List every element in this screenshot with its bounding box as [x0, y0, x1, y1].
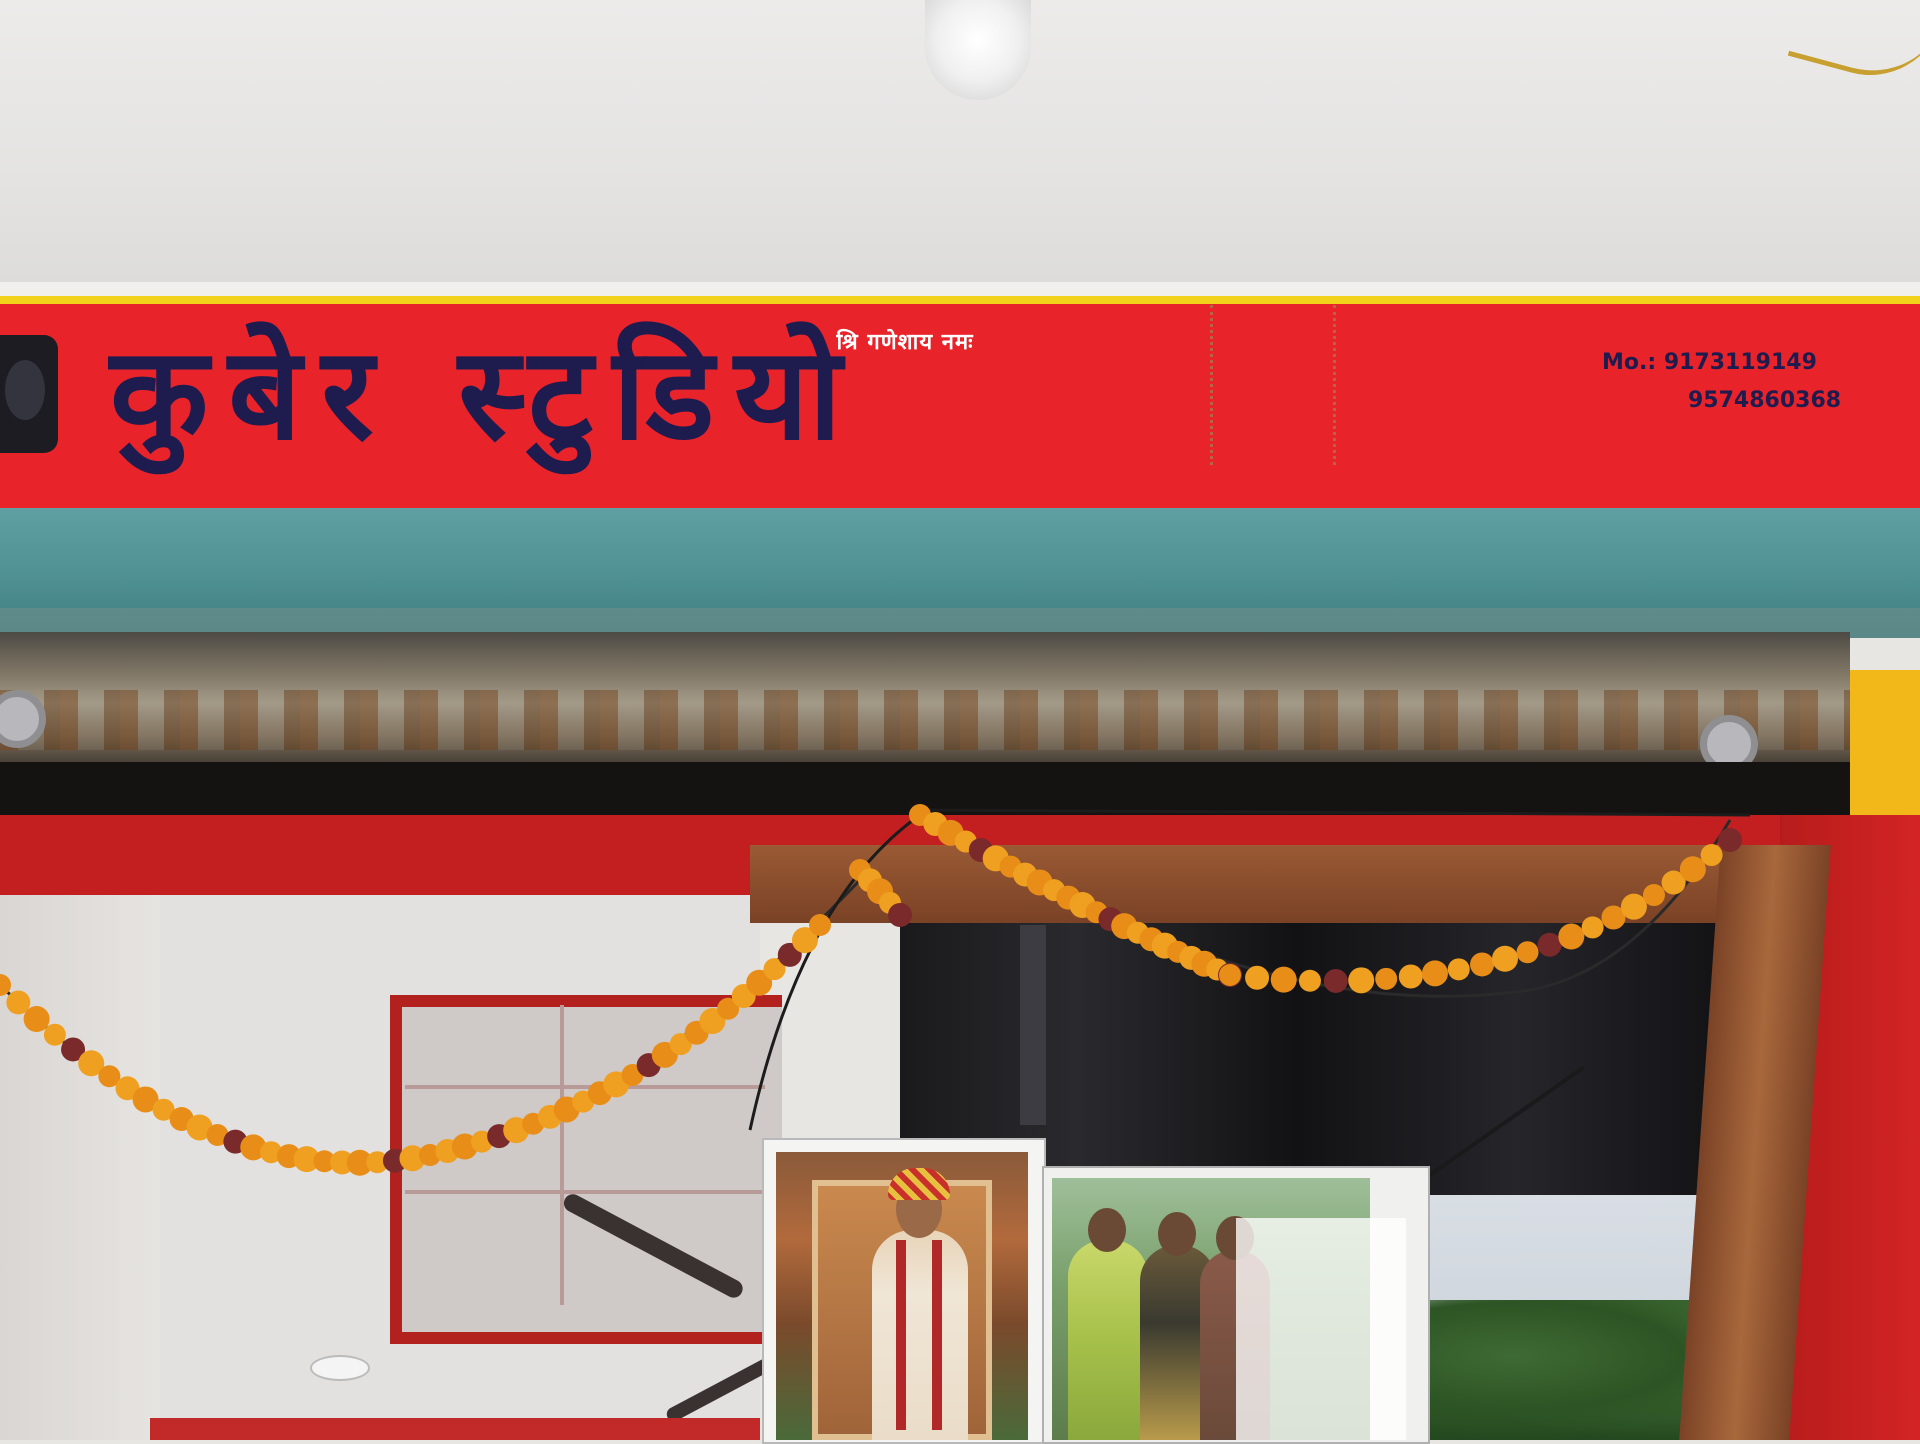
marigold-flower	[1271, 967, 1297, 993]
marigold-flowers-right	[909, 804, 1742, 993]
marigold-flower	[1299, 970, 1321, 992]
marigold-flower	[1470, 952, 1494, 976]
marigold-flower	[1399, 965, 1423, 989]
marigold-flower	[809, 914, 831, 936]
marigold-flower	[1219, 964, 1241, 986]
marigold-flower	[1348, 967, 1374, 993]
marigold-flower	[1558, 924, 1584, 950]
phone-number-secondary: 9574860368	[1688, 388, 1842, 413]
marigold-flower	[1245, 966, 1269, 990]
marigold-flower	[1538, 933, 1562, 957]
marigold-flower	[1643, 884, 1665, 906]
marigold-flower	[1492, 946, 1518, 972]
marigold-flowers-left	[0, 914, 831, 1176]
marigold-flower	[1448, 958, 1470, 980]
marigold-flower	[1701, 844, 1723, 866]
garland-string	[0, 880, 860, 1163]
hanging-cable	[920, 810, 1750, 815]
marigold-flower	[1582, 916, 1604, 938]
marigold-flower	[44, 1024, 66, 1046]
garland-string	[920, 815, 1730, 996]
phone-number-primary: Mo.: 9173119149	[1602, 350, 1817, 375]
marigold-flower	[1422, 960, 1448, 986]
marigold-flower	[1621, 894, 1647, 920]
marigold-flower	[1718, 828, 1742, 852]
marigold-flower	[1517, 941, 1539, 963]
shop-name: कुबेर स्टुडियो	[110, 319, 862, 469]
marigold-flower	[1324, 969, 1348, 993]
marigold-flower	[888, 903, 912, 927]
marigold-flowers-drop	[849, 859, 912, 927]
marigold-flower	[1375, 968, 1397, 990]
sign-invocation: श्रि गणेशाय नमः	[836, 330, 974, 355]
marigold-flower	[24, 1006, 50, 1032]
